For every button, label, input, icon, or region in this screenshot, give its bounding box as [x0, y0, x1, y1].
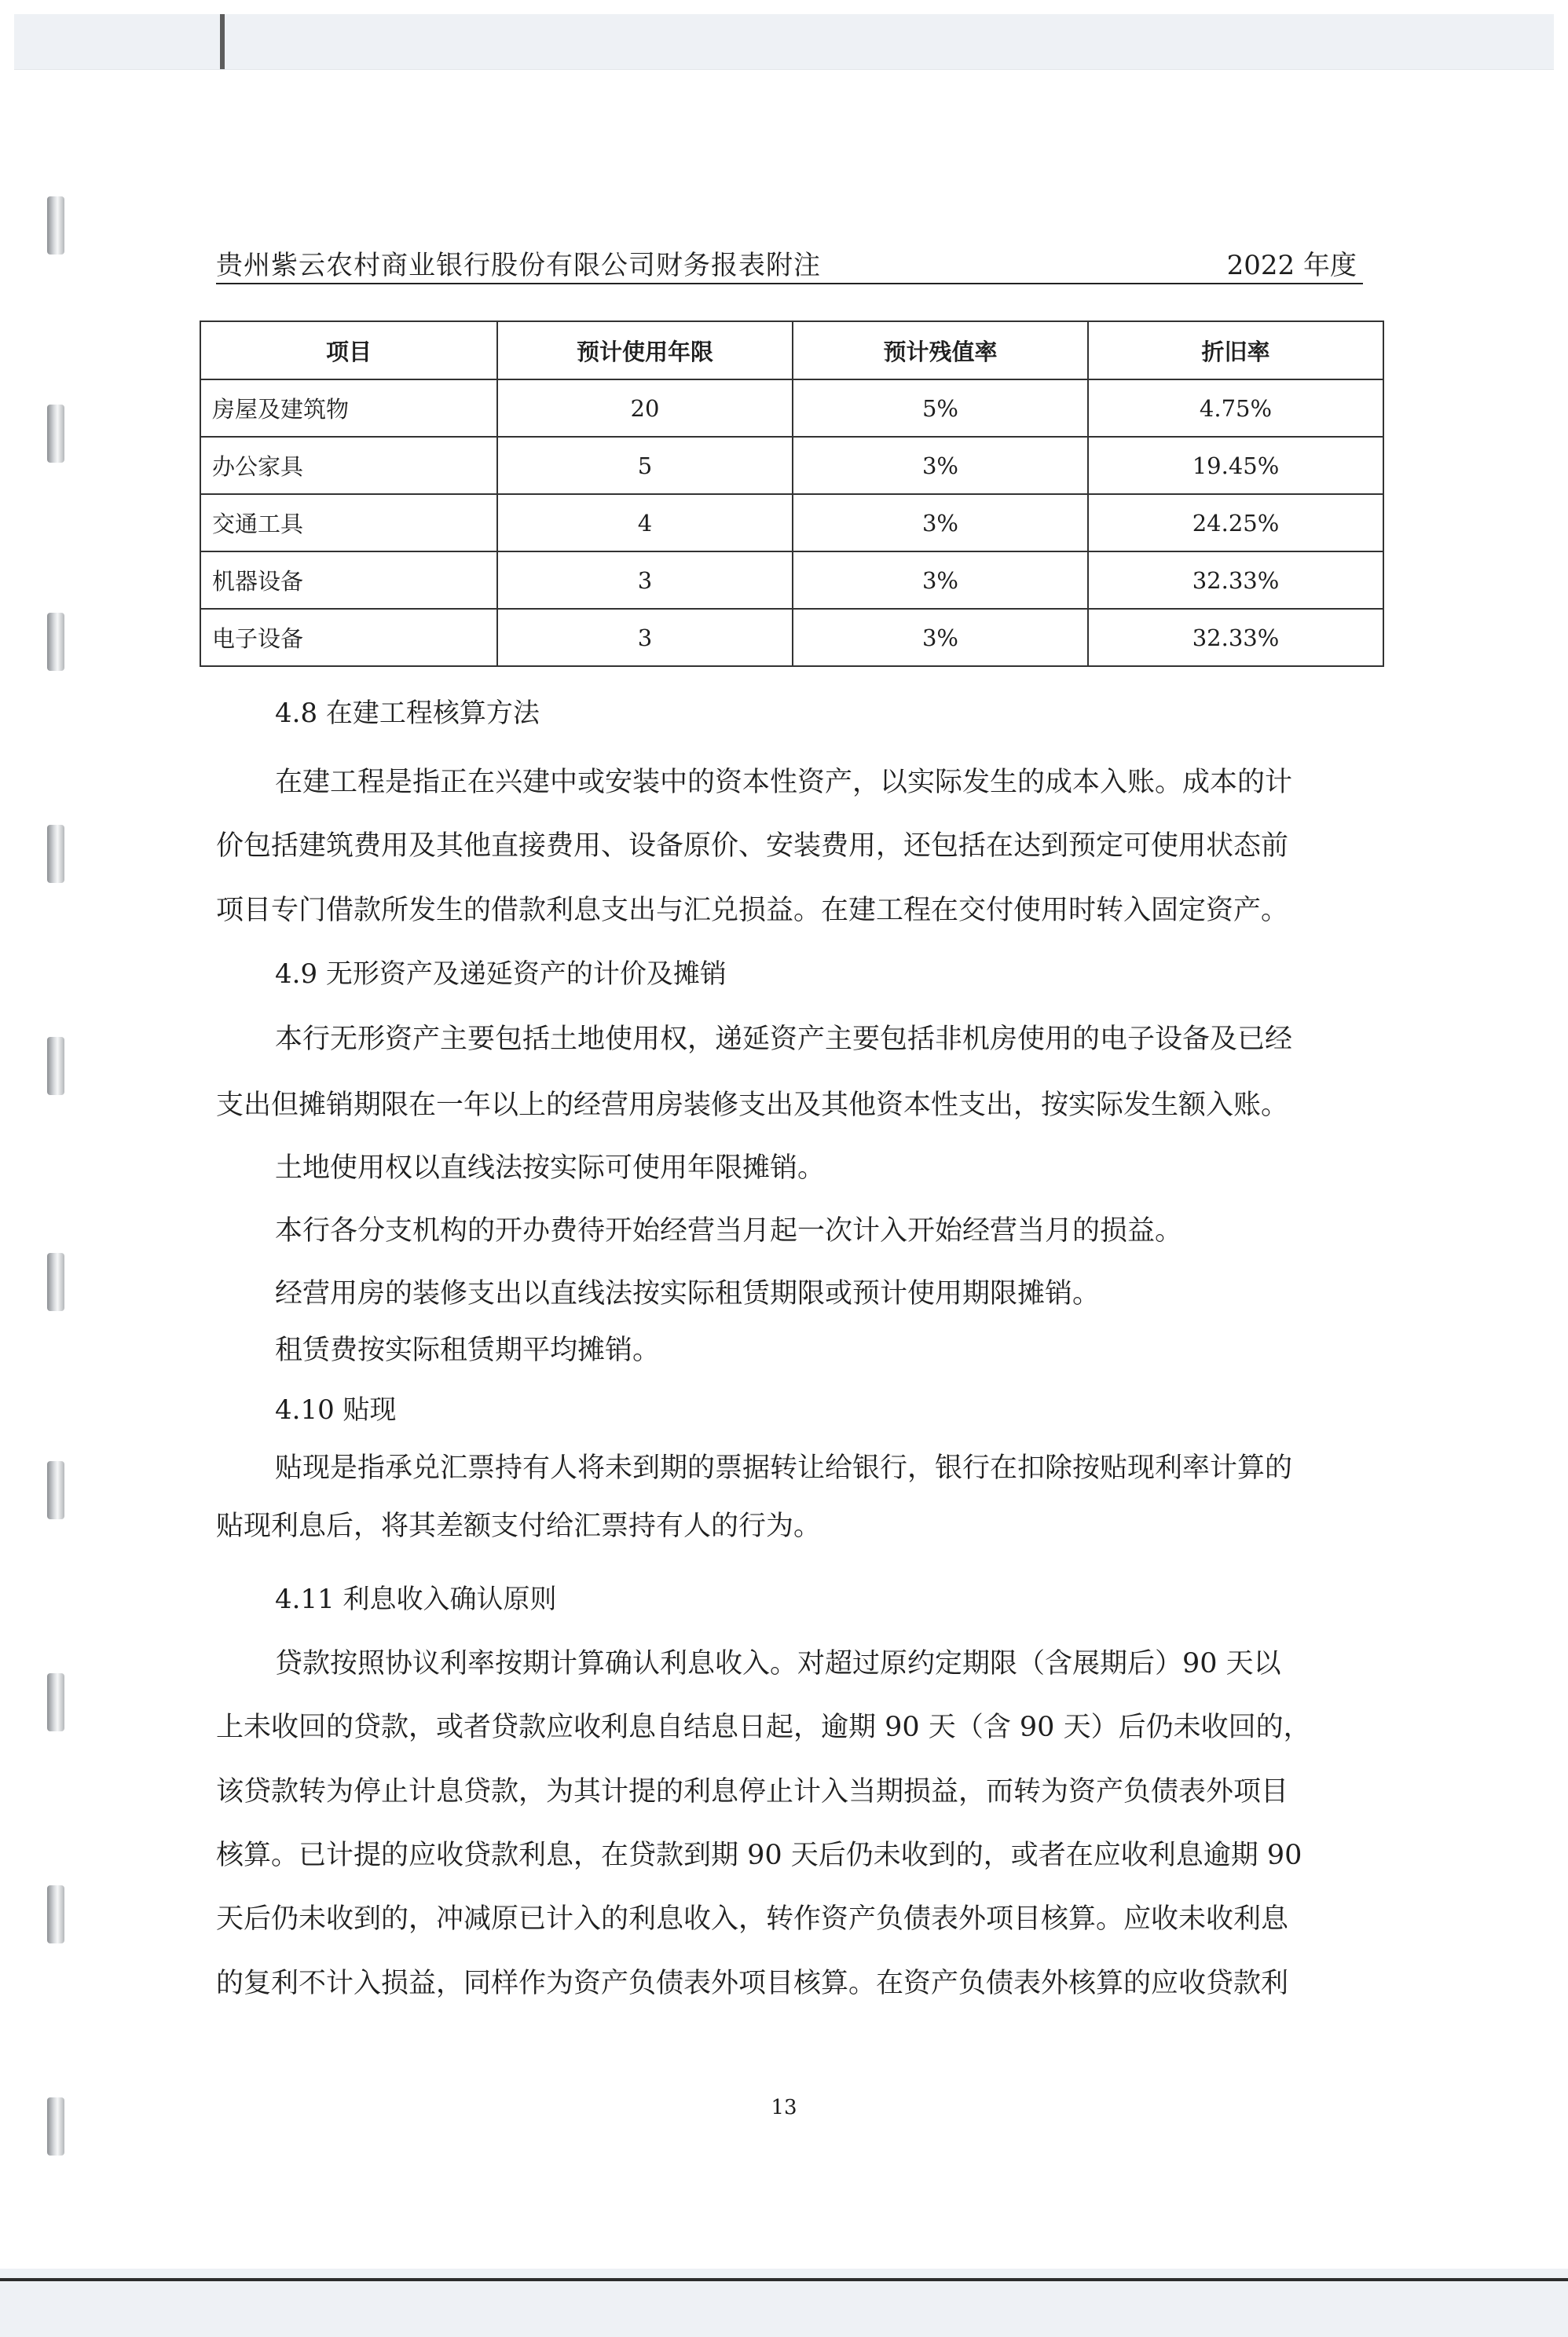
depreciation-rate-cell: 32.33% [1088, 551, 1383, 609]
table-row [200, 494, 1383, 551]
asset-name-cell: 交通工具 [200, 494, 497, 551]
useful-life-cell: 3 [497, 609, 793, 666]
table-row [200, 379, 1383, 437]
useful-life-cell: 5 [497, 437, 793, 494]
binder-hole [47, 1673, 64, 1731]
residual-rate-cell: 3% [793, 609, 1088, 666]
paragraph-line: 价包括建筑费用及其他直接费用、设备原价、安装费用，还包括在达到预定可使用状态前 [216, 830, 1289, 862]
page-fold-mark [220, 14, 225, 69]
paragraph-line: 项目专门借款所发生的借款利息支出与汇兑损益。在建工程在交付使用时转入固定资产。 [216, 895, 1289, 926]
useful-life-cell: 4 [497, 494, 793, 551]
paragraph-line: 在建工程是指正在兴建中或安装中的资本性资产，以实际发生的成本入账。成本的计 [275, 767, 1293, 798]
bottom-edge-line [0, 2278, 1568, 2281]
residual-rate-cell: 3% [793, 437, 1088, 494]
column-header: 预计使用年限 [497, 321, 793, 379]
depreciation-rate-cell: 19.45% [1088, 437, 1383, 494]
depreciation-rate-cell: 4.75% [1088, 379, 1383, 437]
asset-name-cell: 办公家具 [200, 437, 497, 494]
paragraph-line: 贴现利息后，将其差额支付给汇票持有人的行为。 [216, 1511, 822, 1542]
depreciation-table [200, 321, 1384, 667]
residual-rate-cell: 3% [793, 551, 1088, 609]
column-header: 预计残值率 [793, 321, 1088, 379]
section-heading: 4.10 贴现 [275, 1394, 397, 1426]
section-heading: 4.8 在建工程核算方法 [275, 698, 540, 729]
binder-hole [47, 613, 64, 671]
paragraph-line: 贷款按照协议利率按期计算确认利息收入。对超过原约定期限（含展期后）90 天以 [275, 1648, 1281, 1679]
paragraph-line: 经营用房的装修支出以直线法按实际租赁期限或预计使用期限摊销。 [275, 1278, 1101, 1310]
asset-name-cell: 房屋及建筑物 [200, 379, 497, 437]
paragraph-line: 核算。已计提的应收贷款利息，在贷款到期 90 天后仍未收到的，或者在应收利息逾期 90 [216, 1840, 1302, 1871]
binder-hole [47, 1253, 64, 1311]
scan-top-edge [14, 14, 1554, 70]
asset-name-cell: 机器设备 [200, 551, 497, 609]
paragraph-line: 租赁费按实际租赁期平均摊销。 [275, 1335, 661, 1366]
paragraph-line: 该贷款转为停止计息贷款，为其计提的利息停止计入当期损益，而转为资产负债表外项目 [216, 1776, 1289, 1808]
paragraph-line: 本行无形资产主要包括土地使用权，递延资产主要包括非机房使用的电子设备及已经 [275, 1024, 1293, 1055]
depreciation-rate-cell: 24.25% [1088, 494, 1383, 551]
binder-hole [47, 1461, 64, 1519]
paragraph-line: 天后仍未收到的，冲减原已计入的利息收入，转作资产负债表外项目核算。应收未收利息 [216, 1903, 1289, 1935]
report-year: 2022 年度 [1226, 250, 1357, 281]
table-row [200, 551, 1383, 609]
paragraph-line: 贴现是指承兑汇票持有人将未到期的票据转让给银行，银行在扣除按贴现利率计算的 [275, 1452, 1293, 1484]
paragraph-line: 土地使用权以直线法按实际可使用年限摊销。 [275, 1152, 826, 1184]
binder-hole [47, 196, 64, 255]
paragraph-line: 的复利不计入损益，同样作为资产负债表外项目核算。在资产负债表外核算的应收贷款利 [216, 1968, 1289, 1999]
useful-life-cell: 20 [497, 379, 793, 437]
binder-hole [47, 405, 64, 463]
binder-hole [47, 1885, 64, 1943]
asset-name-cell: 电子设备 [200, 609, 497, 666]
depreciation-rate-cell: 32.33% [1088, 609, 1383, 666]
section-heading: 4.9 无形资产及递延资产的计价及摊销 [275, 958, 727, 990]
table-row [200, 609, 1383, 666]
document-title: 贵州紫云农村商业银行股份有限公司财务报表附注 [216, 250, 821, 281]
section-heading: 4.11 利息收入确认原则 [275, 1584, 557, 1615]
binder-hole [47, 1037, 64, 1095]
paragraph-line: 上未收回的贷款，或者贷款应收利息自结息日起，逾期 90 天（含 90 天）后仍未收回的， [216, 1712, 1311, 1743]
table-row [200, 437, 1383, 494]
column-header: 项目 [200, 321, 497, 379]
scan-bottom-edge [0, 2269, 1568, 2337]
residual-rate-cell: 3% [793, 494, 1088, 551]
table-header-row [200, 321, 1383, 379]
page-number: 13 [771, 2096, 797, 2119]
residual-rate-cell: 5% [793, 379, 1088, 437]
paragraph-line: 本行各分支机构的开办费待开始经营当月起一次计入开始经营当月的损益。 [275, 1215, 1183, 1247]
binder-hole [47, 825, 64, 883]
running-header [216, 236, 1363, 284]
paragraph-line: 支出但摊销期限在一年以上的经营用房装修支出及其他资本性支出，按实际发生额入账。 [216, 1090, 1289, 1121]
column-header: 折旧率 [1088, 321, 1383, 379]
useful-life-cell: 3 [497, 551, 793, 609]
